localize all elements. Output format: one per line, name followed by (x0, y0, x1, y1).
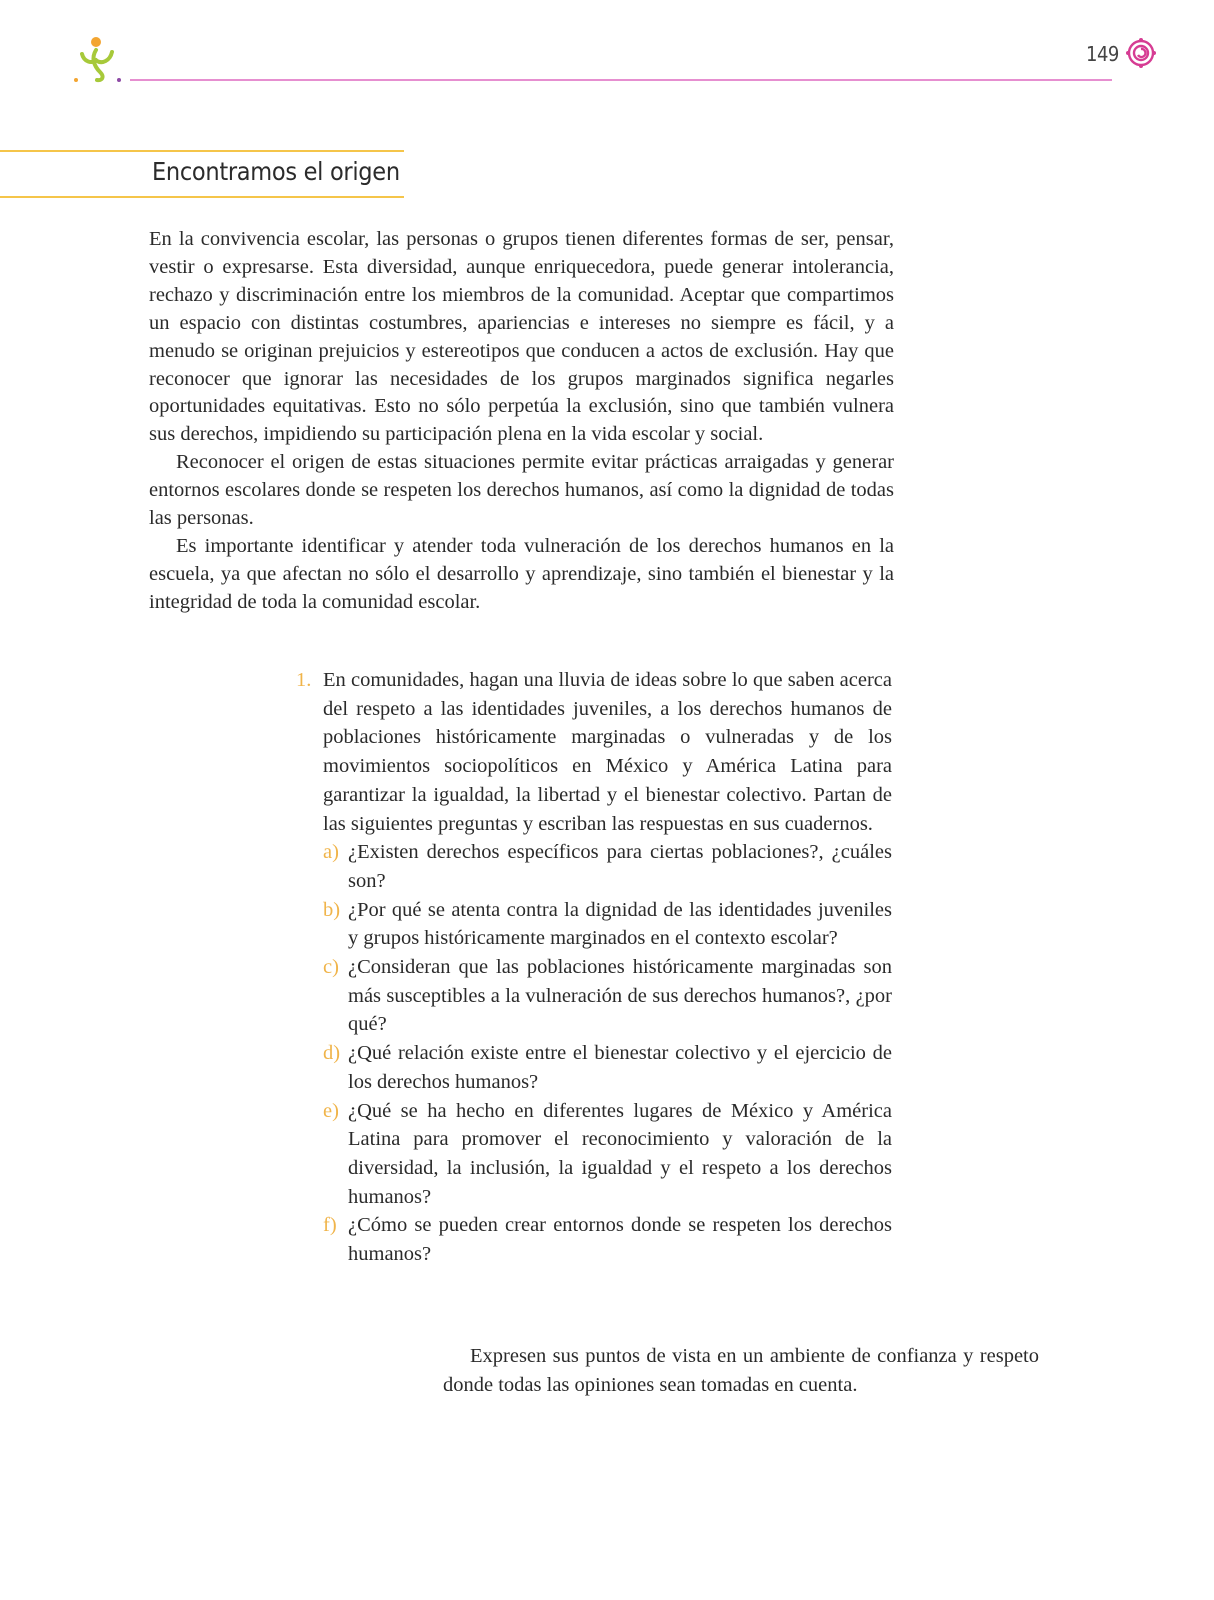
paragraph: Reconocer el origen de estas situaciones permite evitar prácticas arraigadas y generar entornos escolares donde se respeten los derechos humanos, así como la dignidad de todas las personas. (149, 451, 894, 530)
question-item (323, 1211, 892, 1268)
question-letter: f) (323, 1214, 337, 1237)
question-text: ¿Consideran que las poblaciones históricamente marginadas son más susceptibles a la vulneración de sus derechos humanos?, ¿por qué? (348, 956, 892, 1036)
question-item (323, 838, 892, 895)
activity-instruction: En comunidades, hagan una lluvia de ideas sobre lo que saben acerca del respeto a las identidades juveniles, a los derechos humanos de poblaciones históricamente marginadas o vulneradas y de los movimientos sociopolíticos en México y América Latina para garantizar la igualdad, la libertad y el bienestar colectivo. Partan de las siguientes preguntas y escriban las respuestas en sus cuadernos. (323, 669, 892, 835)
question-item (323, 953, 892, 1039)
activity-item (296, 666, 892, 838)
question-text: ¿Cómo se pueden crear entornos donde se respeten los derechos humanos? (348, 1214, 892, 1266)
page-number: 149 (1086, 42, 1119, 66)
header-rule (130, 79, 1112, 81)
closing-note: Expresen sus puntos de vista en un ambiente de confianza y respeto donde todas las opiniones sean tomadas en cuenta. (443, 1345, 1039, 1396)
question-text: ¿Por qué se atenta contra la dignidad de las identidades juveniles y grupos históricamente marginados en el contexto escolar? (348, 898, 892, 950)
question-letter: c) (323, 956, 339, 979)
question-letter: e) (323, 1099, 339, 1122)
sprout-figure-icon (72, 34, 124, 86)
question-item (323, 1097, 892, 1212)
activity-number: 1. (296, 669, 312, 691)
paragraph: En la convivencia escolar, las personas o grupos tienen diferentes formas de ser, pensar, vestir o expresarse. Esta diversidad, aunque enriquecedora, puede generar intolerancia, rechazo y discriminación entre los miembros de la comunidad. Aceptar que compartimos un espacio con distintas costumbres, apariencias e intereses no siempre es fácil, y a menudo se originan prejuicios y estereotipos que conducen a actos de exclusión. Hay que reconocer que ignorar las necesidades de los grupos marginados significa negarles oportunidades equitativas. Esto no sólo perpetúa la exclusión, sino que también vulnera sus derechos, impidiendo su participación plena en la vida escolar y social. (149, 228, 894, 446)
activity-list (296, 666, 892, 1269)
question-text: ¿Qué relación existe entre el bienestar colectivo y el ejercicio de los derechos humanos? (348, 1042, 892, 1093)
intro-text (149, 226, 894, 617)
question-text: ¿Existen derechos específicos para ciertas poblaciones?, ¿cuáles son? (348, 841, 892, 892)
question-letter: a) (323, 841, 339, 864)
question-letter: d) (323, 1042, 341, 1065)
question-item (323, 1039, 892, 1096)
section-title: Encontramos el origen (152, 157, 400, 186)
pink-flower-ornament-icon (1126, 38, 1156, 68)
question-text: ¿Qué se ha hecho en diferentes lugares de México y América Latina para promover el reconocimiento y valoración de la diversidad, la inclusión, la igualdad y el respeto a los derechos humanos? (348, 1099, 892, 1208)
question-letter: b) (323, 898, 341, 921)
question-item (323, 896, 892, 953)
paragraph: Es importante identificar y atender toda vulneración de los derechos humanos en la escuela, ya que afectan no sólo el desarrollo y aprendizaje, sino también el bienestar y la integridad de toda la comunidad escolar. (149, 534, 894, 613)
